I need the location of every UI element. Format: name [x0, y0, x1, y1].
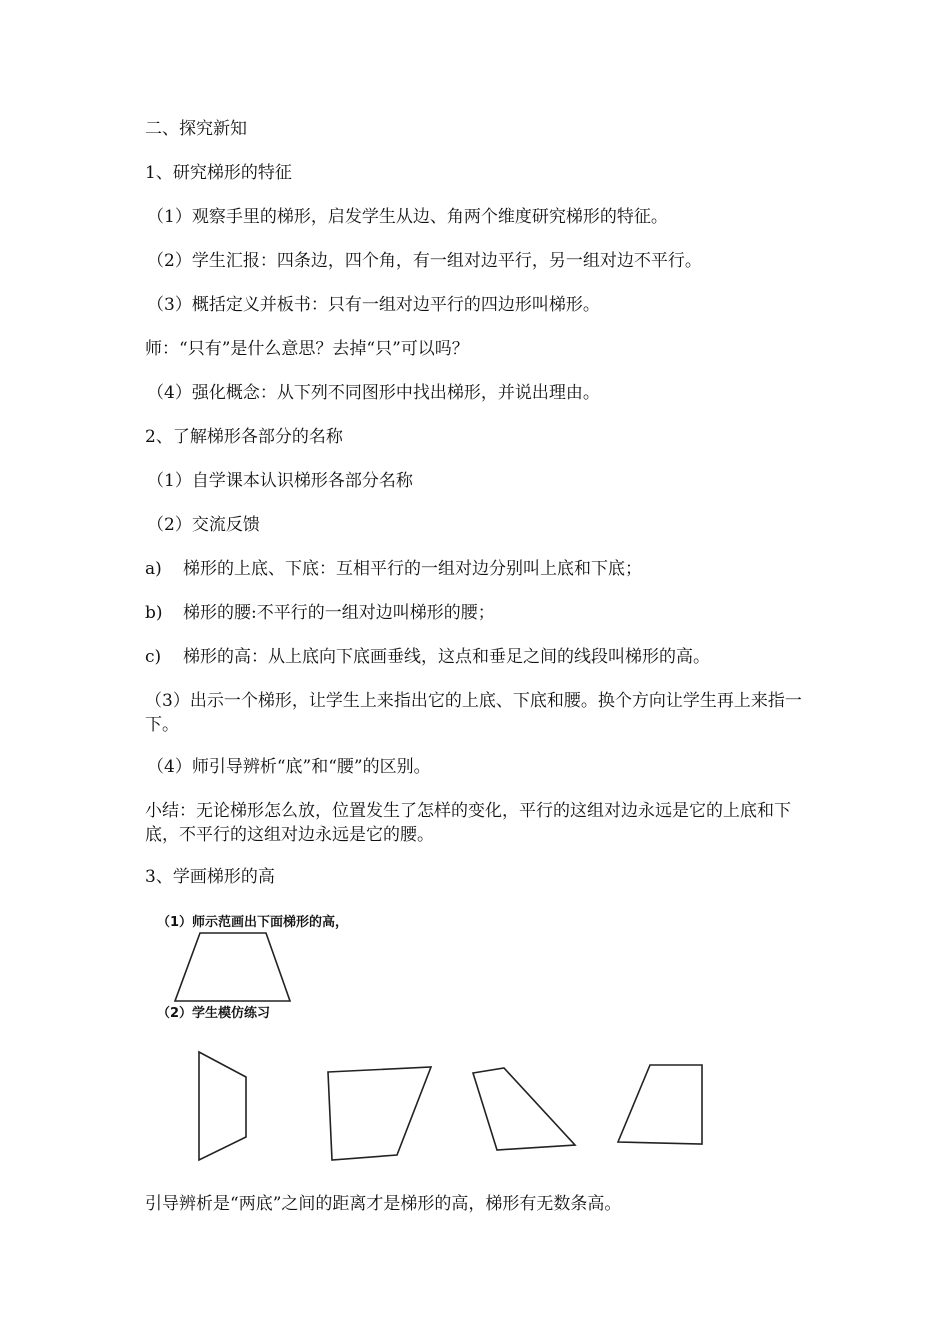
teacher-question: 师：“只有”是什么意思？去掉“只”可以吗？	[145, 339, 469, 359]
section-title: 二、探究新知	[145, 119, 247, 139]
part2-heading: 2、了解梯形各部分的名称	[145, 427, 343, 447]
part1-item-1: （1）观察手里的梯形，启发学生从边、角两个维度研究梯形的特征。	[147, 207, 668, 227]
practice-trapezoid-3-outline	[473, 1068, 575, 1150]
practice-trapezoid-4	[612, 1058, 712, 1153]
demo-trapezoid	[170, 928, 300, 1008]
sub-item-c-text: 梯形的高：从上底向下底画垂线，这点和垂足之间的线段叫梯形的高。	[183, 647, 710, 667]
sub-item-a-text: 梯形的上底、下底：互相平行的一组对边分别叫上底和下底；	[183, 559, 642, 579]
sub-item-a-marker: a)	[145, 559, 162, 579]
practice-trapezoid-1	[190, 1045, 255, 1170]
figure-caption-demo: （1）师示范画出下面梯形的高，	[157, 915, 349, 930]
part2-item-1: （1）自学课本认识梯形各部分名称	[147, 471, 413, 491]
part1-heading: 1、研究梯形的特征	[145, 163, 292, 183]
part1-item-4: （4）强化概念：从下列不同图形中找出梯形，并说出理由。	[147, 383, 600, 403]
part1-item-2: （2）学生汇报：四条边，四个角，有一组对边平行，另一组对边不平行。	[147, 251, 702, 271]
sub-item-a	[145, 558, 642, 580]
summary: 小结：无论梯形怎么放，位置发生了怎样的变化，平行的这组对边永远是它的上底和下底，不平行的这组对边永远是它的腰。	[145, 801, 791, 845]
part1-item-3: （3）概括定义并板书：只有一组对边平行的四边形叫梯形。	[147, 295, 600, 315]
practice-trapezoid-3	[465, 1063, 585, 1158]
part3-heading: 3、学画梯形的高	[145, 867, 275, 887]
figure-caption-practice: （2）学生模仿练习	[157, 1006, 271, 1021]
closing-note: 引导辨析是“两底”之间的距离才是梯形的高，梯形有无数条高。	[145, 1194, 622, 1214]
practice-trapezoid-2	[320, 1060, 440, 1170]
demo-trapezoid-outline	[175, 933, 290, 1001]
practice-trapezoid-1-outline	[199, 1052, 246, 1160]
part2-item-4: （4）师引导辨析“底”和“腰”的区别。	[147, 757, 431, 777]
practice-trapezoid-2-outline	[328, 1067, 431, 1160]
sub-item-b	[145, 602, 495, 624]
sub-item-b-marker: b)	[145, 603, 163, 623]
practice-trapezoid-4-outline	[618, 1065, 702, 1144]
part2-item-3: （3）出示一个梯形，让学生上来指出它的上底、下底和腰。换个方向让学生再上来指一下。	[145, 691, 802, 735]
sub-item-b-text: 梯形的腰:不平行的一组对边叫梯形的腰；	[183, 603, 495, 623]
sub-item-c	[145, 646, 710, 668]
part2-item-2: （2）交流反馈	[147, 515, 260, 535]
sub-item-c-marker: c)	[145, 647, 162, 667]
